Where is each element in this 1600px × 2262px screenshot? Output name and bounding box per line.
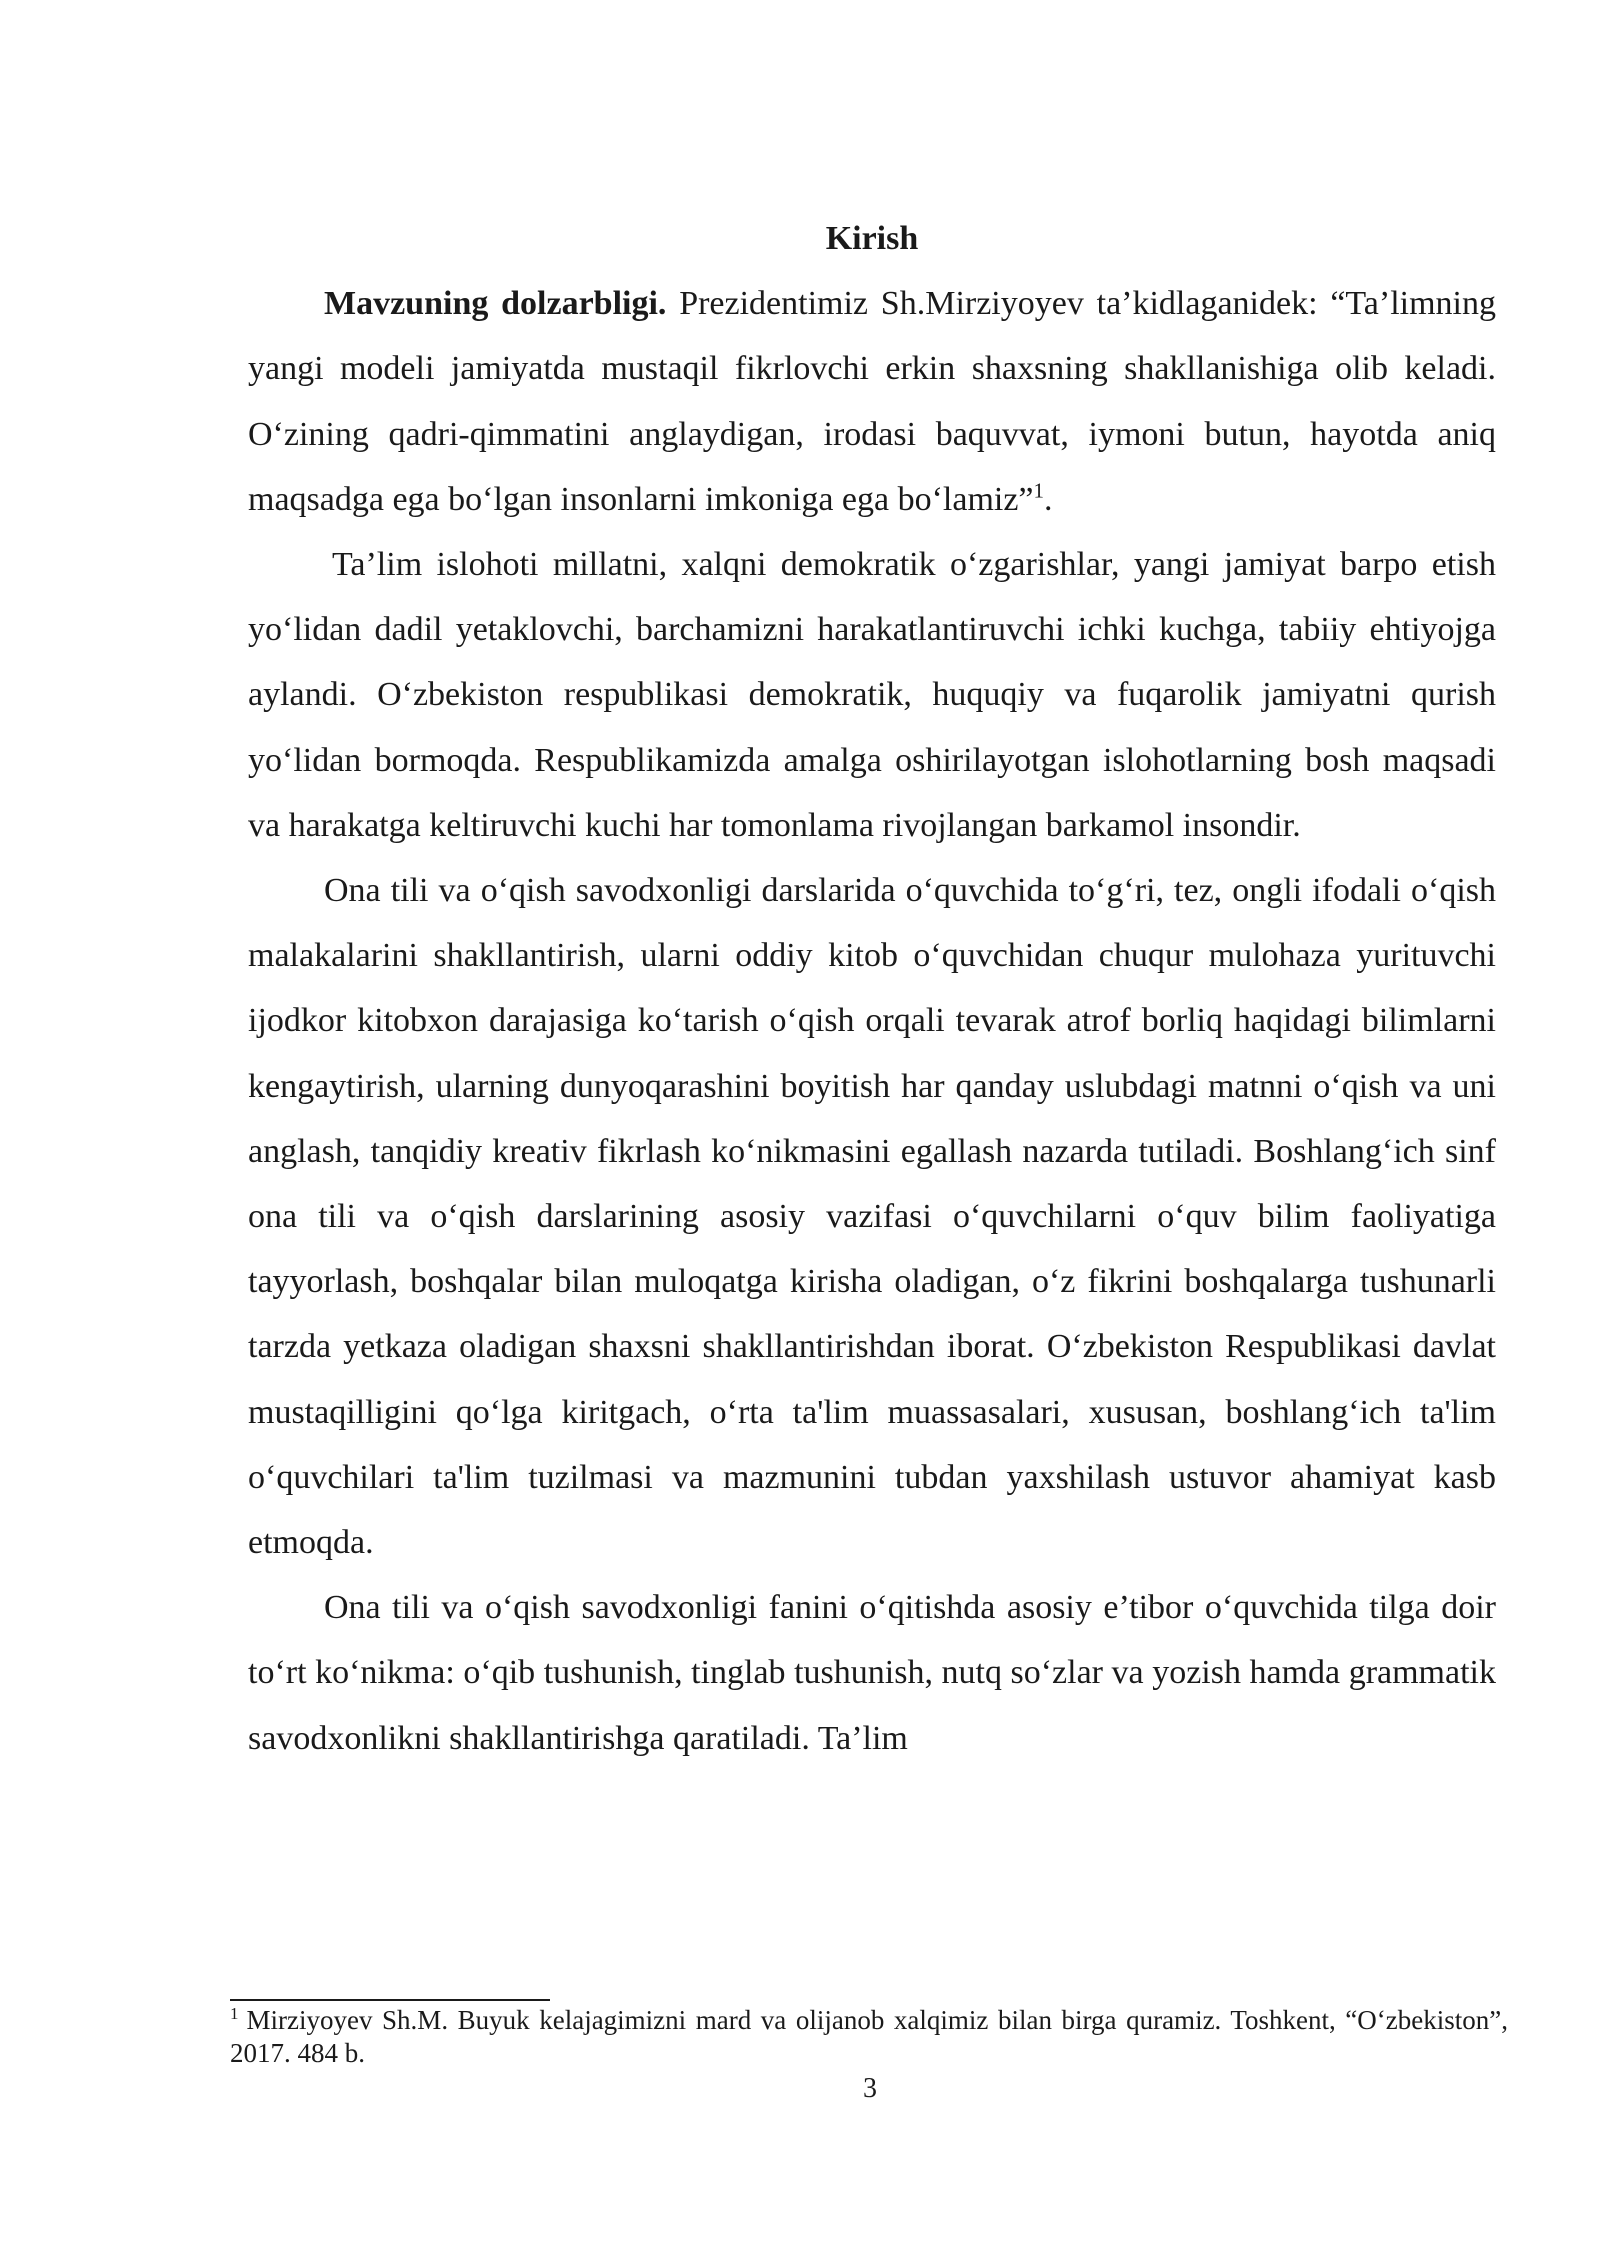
paragraph-relevance	[248, 271, 1496, 532]
body-text	[248, 206, 1496, 1771]
page-number: 3	[863, 2073, 877, 2104]
footnote-number: 1	[230, 2004, 239, 2023]
paragraph-lead: Mavzuning dolzarbligi.	[324, 285, 667, 323]
footnote-reference[interactable]: 1	[1033, 478, 1045, 503]
paragraph-reading-skills: Ona tili va o‘qish savodxonligi darslarida o‘quvchida to‘g‘ri, tez, ongli ifodali o‘qish malakalarini shakllantirish, ularni oddiy kitob o‘quvchidan chuqur mulohaza yurituvchi ijodkor kitobxon darajasiga ko‘tarish o‘qish orqali tevarak atrof borliq haqidagi bilimlarni kengaytirish, ularning dunyoqarashini boyitish har qanday uslubdagi matnni o‘qish va uni anglash, tanqidiy kreativ fikrlash ko‘nikmasini egallash nazarda tutiladi. Boshlang‘ich sinf ona tili va o‘qish darslarining asosiy vazifasi o‘quvchilarni o‘quv bilim faoliyatiga tayyorlash, boshqalar bilan muloqatga kirisha oladigan, o‘z fikrini boshqalarga tushunarli tarzda yetkaza oladigan shaxsni shakllantirishdan iborat. O‘zbekiston Respublikasi davlat mustaqilligini qo‘lga kiritgach, o‘rta ta'lim muassasalari, xususan, boshlang‘ich ta'lim o‘quvchilari ta'lim tuzilmasi va mazmunini tubdan yaxshilash ustuvor ahamiyat kasb etmoqda.	[248, 872, 1496, 1562]
paragraph-four-skills: Ona tili va o‘qish savodxonligi fanini o‘qitishda asosiy e’tibor o‘quvchida tilga doir to‘rt ko‘nikma: o‘qib tushunish, tinglab tushunish, nutq so‘zlar va yozish hamda grammatik savodxonlikni shakllantirishga qaratiladi. Ta’lim	[248, 1589, 1496, 1757]
paragraph-tail: .	[1044, 480, 1053, 518]
footnote-text: Mirziyoyev Sh.M. Buyuk kelajagimizni mard va olijanob xalqimiz bilan birga quramiz. Toshkent, “O‘zbekiston”, 2017. 484 b.	[230, 2005, 1508, 2068]
footnote	[230, 2004, 1508, 2070]
footnote-separator	[230, 1999, 550, 2001]
page-title: Kirish	[825, 220, 919, 257]
paragraph-reform: Ta’lim islohoti millatni, xalqni demokratik o‘zgarishlar, yangi jamiyat barpo etish yo‘lidan dadil yetaklovchi, barchamizni harakatlantiruvchi ichki kuchga, tabiiy ehtiyojga aylandi. O‘zbekiston respublikasi demokratik, huquqiy va fuqarolik jamiyatni qurish yo‘lidan bormoqda. Respublikamizda amalga oshirilayotgan islohotlarning bosh maqsadi va harakatga keltiruvchi kuchi har tomonlama rivojlangan barkamol insondir.	[248, 546, 1496, 844]
paragraph-text: Prezidentimiz Sh.Mirziyoyev ta’kidlaganidek: “Ta’limning yangi modeli jamiyatda mustaqil fikrlovchi erkin shaxsning shakllanishiga olib keladi. O‘zining qadri-qimmatini anglaydigan, irodasi baquvvat, iymoni butun, hayotda aniq maqsadga ega bo‘lgan insonlarni imkoniga ega bo‘lamiz”	[248, 285, 1496, 518]
